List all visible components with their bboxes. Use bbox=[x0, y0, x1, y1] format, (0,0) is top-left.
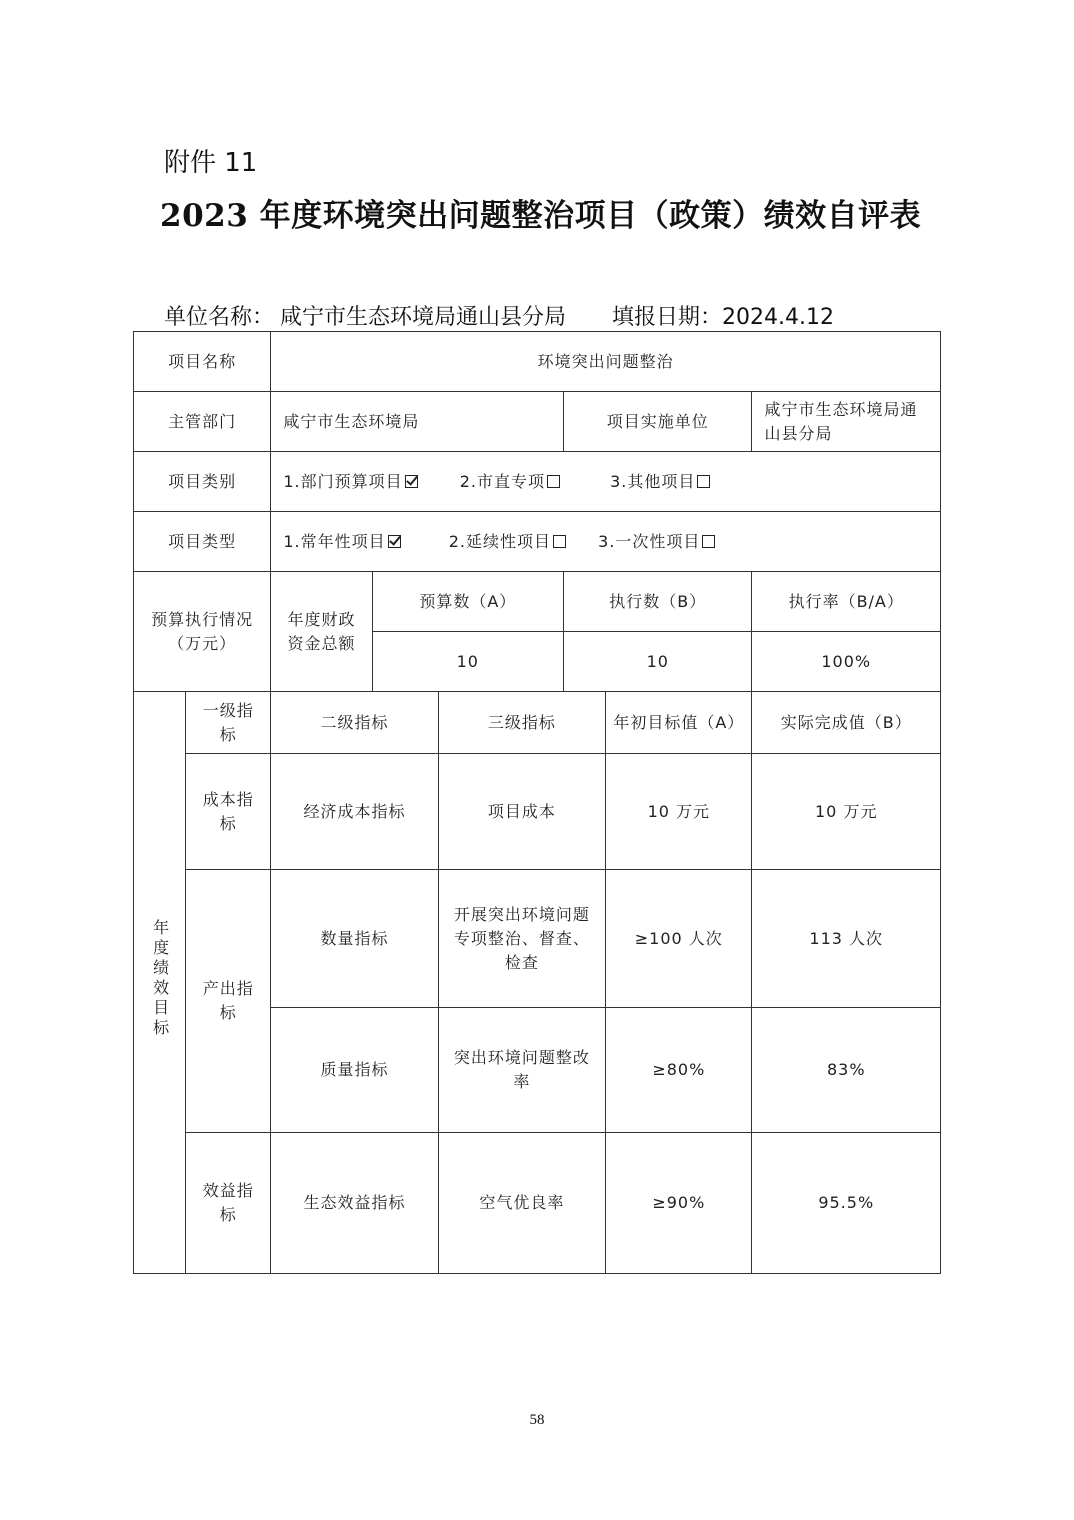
budget-val-rate: 100% bbox=[752, 632, 941, 692]
type-option-2[interactable]: 2.延续性项目 bbox=[449, 530, 566, 554]
target-cell: ≥80% bbox=[606, 1008, 752, 1133]
table-row bbox=[134, 1133, 941, 1274]
implementer-value: 咸宁市生态环境局通山县分局 bbox=[752, 392, 941, 452]
attachment-label: 附件 11 bbox=[164, 148, 258, 178]
implementer-label: 项目实施单位 bbox=[564, 392, 752, 452]
level2-cell: 数量指标 bbox=[271, 870, 438, 1008]
actual-cell: 10 万元 bbox=[752, 754, 941, 870]
row-indicator-head bbox=[134, 692, 941, 754]
head-level2: 二级指标 bbox=[271, 692, 438, 754]
head-target: 年初目标值（A） bbox=[606, 692, 752, 754]
level1-benefit: 效益指标 bbox=[186, 1133, 271, 1274]
department-value: 咸宁市生态环境局 bbox=[271, 392, 564, 452]
checkbox-checked-icon[interactable] bbox=[388, 535, 401, 548]
row-project-name bbox=[134, 332, 941, 392]
unit-date-line bbox=[164, 300, 924, 331]
table-row bbox=[134, 754, 941, 870]
fund-total-label: 年度财政资金总额 bbox=[271, 572, 372, 692]
date-label: 填报日期： bbox=[612, 305, 723, 330]
level1-cost: 成本指标 bbox=[186, 754, 271, 870]
category-option-2[interactable]: 2.市直专项 bbox=[460, 470, 560, 494]
checkbox-icon[interactable] bbox=[547, 475, 560, 488]
category-option-3[interactable]: 3.其他项目 bbox=[610, 470, 710, 494]
actual-cell: 95.5% bbox=[752, 1133, 941, 1274]
row-department bbox=[134, 392, 941, 452]
unit-value: 咸宁市生态环境局通山县分局 bbox=[280, 305, 567, 330]
level2-cell: 生态效益指标 bbox=[271, 1133, 438, 1274]
type-label: 项目类型 bbox=[134, 512, 271, 572]
level3-cell: 空气优良率 bbox=[438, 1133, 605, 1274]
type-options bbox=[271, 512, 941, 572]
level2-cell: 经济成本指标 bbox=[271, 754, 438, 870]
date-value: 2024.4.12 bbox=[722, 305, 835, 330]
department-label: 主管部门 bbox=[134, 392, 271, 452]
actual-cell: 113 人次 bbox=[752, 870, 941, 1008]
project-name-label: 项目名称 bbox=[134, 332, 271, 392]
head-actual: 实际完成值（B） bbox=[752, 692, 941, 754]
budget-col-b: 执行数（B） bbox=[564, 572, 752, 632]
target-cell: ≥90% bbox=[606, 1133, 752, 1274]
evaluation-table bbox=[133, 331, 941, 1274]
category-options bbox=[271, 452, 941, 512]
target-cell: ≥100 人次 bbox=[606, 870, 752, 1008]
checkbox-icon[interactable] bbox=[697, 475, 710, 488]
checkbox-icon[interactable] bbox=[702, 535, 715, 548]
form-title: 2023 年度环境突出问题整治项目（政策）绩效自评表 bbox=[160, 198, 922, 234]
project-name-value: 环境突出问题整治 bbox=[271, 332, 941, 392]
table-row bbox=[134, 870, 941, 1008]
annual-goal-label: 年度绩效目标 bbox=[134, 692, 186, 1274]
head-level1: 一级指标 bbox=[186, 692, 271, 754]
checkbox-checked-icon[interactable] bbox=[405, 475, 418, 488]
head-level3: 三级指标 bbox=[438, 692, 605, 754]
row-budget-head bbox=[134, 572, 941, 632]
budget-label: 预算执行情况（万元） bbox=[134, 572, 271, 692]
level2-cell: 质量指标 bbox=[271, 1008, 438, 1133]
row-type bbox=[134, 512, 941, 572]
level1-output: 产出指标 bbox=[186, 870, 271, 1133]
checkbox-icon[interactable] bbox=[553, 535, 566, 548]
target-cell: 10 万元 bbox=[606, 754, 752, 870]
category-label: 项目类别 bbox=[134, 452, 271, 512]
budget-col-a: 预算数（A） bbox=[372, 572, 563, 632]
page-number: 58 bbox=[529, 1412, 545, 1428]
budget-col-rate: 执行率（B/A） bbox=[752, 572, 941, 632]
level3-cell: 项目成本 bbox=[438, 754, 605, 870]
type-option-1[interactable]: 1.常年性项目 bbox=[283, 530, 400, 554]
type-option-3[interactable]: 3.一次性项目 bbox=[598, 530, 715, 554]
budget-val-b: 10 bbox=[564, 632, 752, 692]
unit-label: 单位名称： bbox=[164, 305, 275, 330]
budget-val-a: 10 bbox=[372, 632, 563, 692]
level3-cell: 突出环境问题整改率 bbox=[438, 1008, 605, 1133]
category-option-1[interactable]: 1.部门预算项目 bbox=[283, 470, 417, 494]
row-category bbox=[134, 452, 941, 512]
actual-cell: 83% bbox=[752, 1008, 941, 1133]
level3-cell: 开展突出环境问题专项整治、督查、检查 bbox=[438, 870, 605, 1008]
